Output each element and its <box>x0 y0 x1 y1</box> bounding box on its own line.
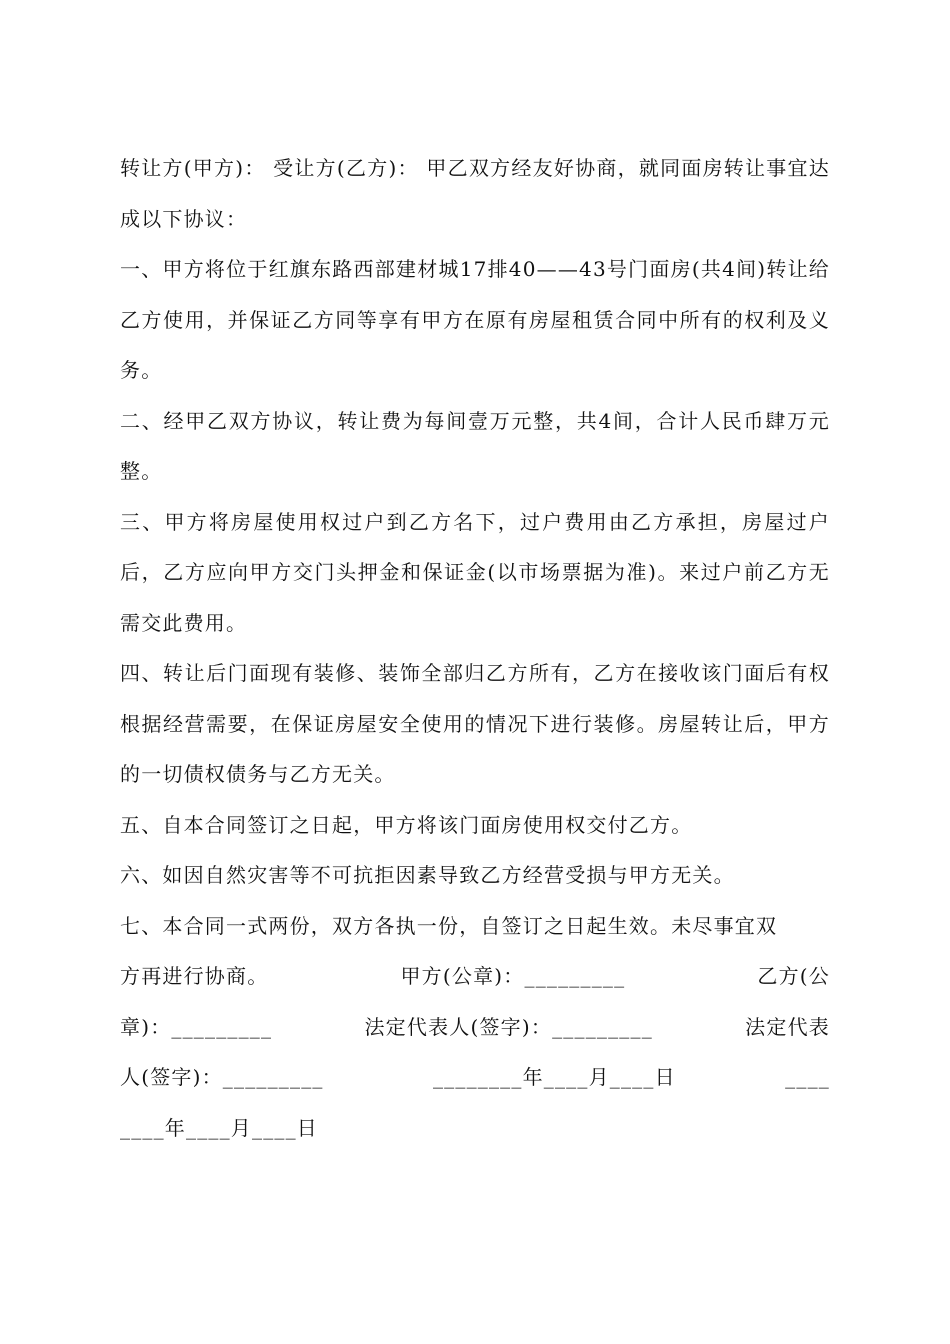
signature-line-2-right: 法定代表 <box>745 1014 830 1039</box>
clause-5: 五、自本合同签订之日起，甲方将该门面房使用权交付乙方。 <box>120 812 693 837</box>
clause-7: 七、本合同一式两份，双方各执一份，自签订之日起生效。未尽事宜双 <box>120 913 778 938</box>
party-a-date-field: ________年____月____日 <box>432 1065 676 1089</box>
clause-2: 二、经甲乙双方协议，转让费为每间壹万元整，共4间，合计人民币肆万元整。 <box>120 408 830 483</box>
signature-line-1-right: 乙方(公 <box>757 964 830 988</box>
contract-intro: 转让方(甲方)： 受让方(乙方)： 甲乙双方经友好协商，就同面房转让事宜达成以下协议： <box>120 156 830 231</box>
signature-line-1 <box>120 951 830 1002</box>
signature-line-1-left: 方再进行协商。 <box>120 964 269 988</box>
clause-4: 四、转让后门面现有装修、装饰全部归乙方所有，乙方在接收该门面后有权根据经营需要，在保证房屋安全使用的情况下进行装修。房屋转让后，甲方的一切债权债务与乙方无关。 <box>120 661 830 786</box>
contract-document <box>120 143 830 1153</box>
signature-line-3 <box>120 1052 830 1103</box>
clause-1: 一、甲方将位于红旗东路西部建材城17排40——43号门面房(共4间)转让给乙方使用，并保证乙方同等享有甲方在原有房屋租赁合同中所有的权利及义务。 <box>120 257 830 382</box>
party-b-representative-field: 人(签字)：_________ <box>120 1065 324 1089</box>
signature-line-3-right: ____ <box>785 1065 830 1089</box>
party-b-seal-field: 章)：_________ <box>120 1014 273 1039</box>
party-a-seal-field: 甲方(公章)：_________ <box>400 964 626 988</box>
party-b-date-field: ____年____月____日 <box>120 1115 318 1140</box>
signature-block <box>120 951 830 1153</box>
signature-line-4 <box>120 1103 830 1154</box>
signature-line-2 <box>120 1002 830 1053</box>
clause-6: 六、如因自然灾害等不可抗拒因素导致乙方经营受损与甲方无关。 <box>120 863 735 887</box>
clause-3: 三、甲方将房屋使用权过户到乙方名下，过户费用由乙方承担，房屋过户后，乙方应向甲方交门头押金和保证金(以市场票据为准)。来过户前乙方无需交此费用。 <box>120 509 830 635</box>
party-a-representative-field: 法定代表人(签字)：_________ <box>364 1014 653 1039</box>
